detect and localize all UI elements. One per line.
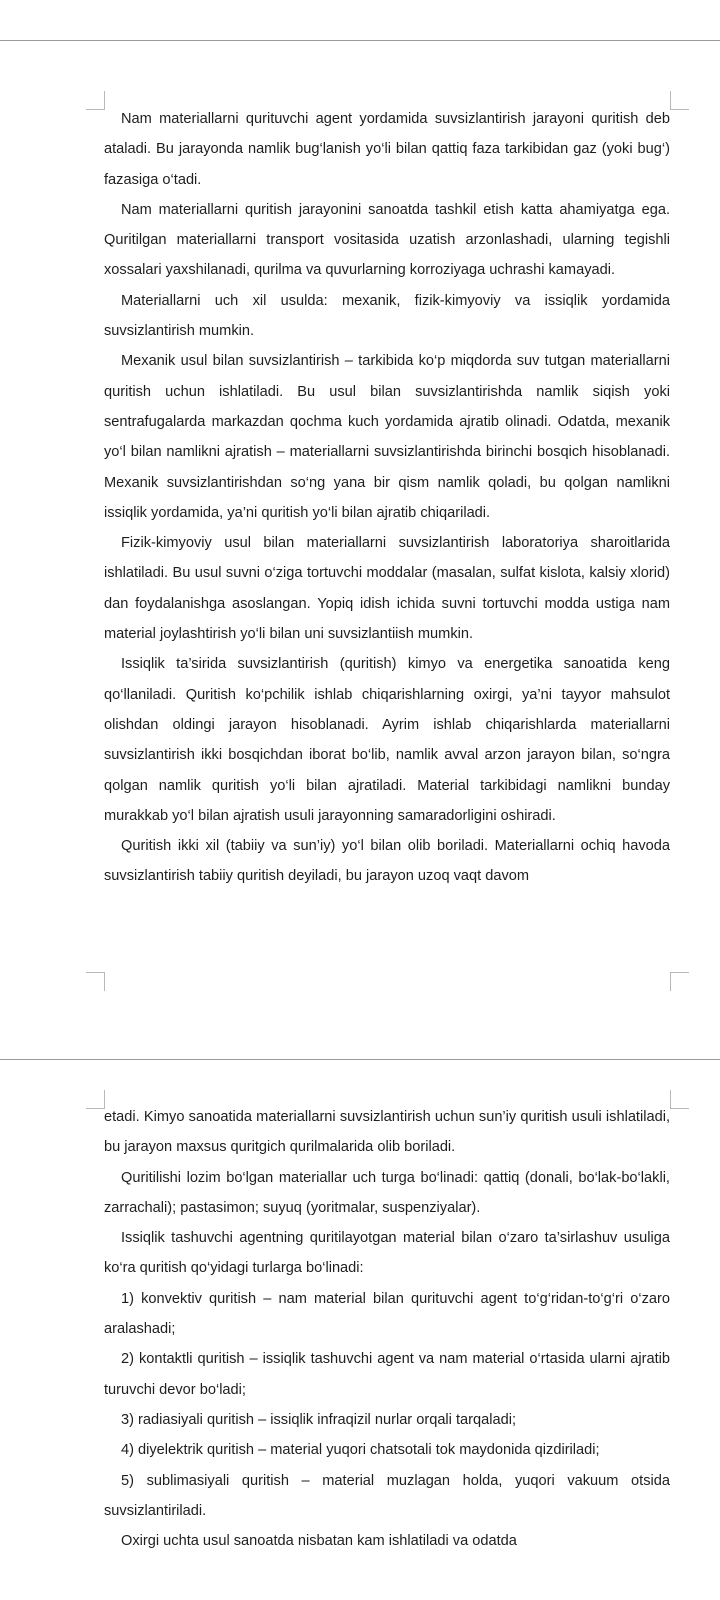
crop-mark-top-right (670, 1090, 689, 1109)
page-2-body (104, 1102, 670, 1556)
list-item: 2) kontaktli quritish – issiqlik tashuvchi agent va nam material o‘rtasida ularni ajratib turuvchi devor bo‘ladi; (104, 1351, 670, 1398)
crop-mark-top-left (86, 91, 105, 110)
paragraph: Materiallarni uch xil usulda: mexanik, fizik-kimyoviy va issiqlik yordamida suvsizlantirish mumkin. (104, 292, 670, 340)
paragraph: Fizik-kimyoviy usul bilan materiallarni suvsizlantirish laboratoriya sharoitlarida ishlatiladi. Bu usul suvni o‘ziga tortuvchi moddalar (masalan, sulfat kislota, kalsiy xlorid) dan foydalanishga asoslangan. Yopiq idish ichida suvni tortuvchi modda ustiga nam material joylashtirish yo‘li bilan uni suvsizlantiish mumkin. (104, 535, 670, 643)
list-item: 5) sublimasiyali quritish – material muzlagan holda, yuqori vakuum otsida suvsizlantiriladi. (104, 1472, 670, 1519)
paragraph: Nam materiallarni quritish jarayonini sanoatda tashkil etish katta ahamiyatga ega. Quritilgan materiallarni transport vositasida uzatish arzonlashadi, ularning tegishli xossalari yaxshilanadi, qurilma va quvurlarning korroziyaga uchrashi kamayadi. (104, 201, 670, 279)
paragraph: Quritilishi lozim bo‘lgan materiallar uch turga bo‘linadi: qattiq (donali, bo‘lak-bo‘lakli, zarrachali); pastasimon; suyuq (yoritmalar, suspenziyalar). (104, 1169, 670, 1216)
crop-mark-top-right (670, 91, 689, 110)
document-page-2 (0, 1060, 720, 1600)
page-1-body (104, 104, 670, 892)
list-item: 3) radiasiyali quritish – issiqlik infraqizil nurlar orqali tarqaladi; (121, 1411, 517, 1428)
paragraph-continued: etadi. Kimyo sanoatida materiallarni suvsizlantirish uchun sun’iy quritish usuli ishlatiladi, bu jarayon maxsus quritgich qurilmalarida olib boriladi. (104, 1109, 670, 1156)
document-page-1 (0, 41, 720, 1059)
crop-mark-top-left (86, 1090, 105, 1109)
paragraph: Quritish ikki xil (tabiiy va sun’iy) yo‘l bilan olib boriladi. Materiallarni ochiq havoda suvsizlantirish tabiiy quritish deyiladi, bu jarayon uzoq vaqt davom (104, 838, 670, 885)
paragraph: Oxirgi uchta usul sanoatda nisbatan kam ishlatiladi va odatda (121, 1533, 517, 1550)
paragraph: Mexanik usul bilan suvsizlantirish – tarkibida ko‘p miqdorda suv tutgan materiallarni quritish uchun ishlatiladi. Bu usul bilan suvsizlantirishda namlik siqish yoki sentrafugalarda markazdan qochma kuch yordamida ajratib olinadi. Odatda, mexanik yo‘l bilan namlikni ajratish – materiallarni suvsizlantirishda birinchi bosqich hisoblanadi. Mexanik suvsizlantirishdan so‘ng yana bir qism namlik qoladi, bu qolgan namlikni issiqlik yordamida, ya’ni quritish yo‘li bilan ajratib chiqariladi. (104, 353, 670, 521)
paragraph: Issiqlik ta’sirida suvsizlantirish (quritish) kimyo va energetika sanoatida keng qo‘llaniladi. Quritish ko‘pchilik ishlab chiqarishlarning oxirgi, ya’ni tayyor mahsulot olishdan oldingi jarayon hisoblanadi. Ayrim ishlab chiqarishlarda materiallarni suvsizlantirish ikki bosqichdan iborat bo‘lib, namlik avval arzon jarayon bilan, so‘ngra qolgan namlik quritish yo‘li bilan ajratiladi. Material tarkibidagi namlikni bunday murakkab yo‘l bilan ajratish usuli jarayonning samaradorligini oshiradi. (104, 656, 670, 824)
crop-mark-bottom-right (670, 972, 689, 991)
crop-mark-bottom-left (86, 972, 105, 991)
list-item: 4) diyelektrik quritish – material yuqori chatsotali tok maydonida qizdiriladi; (121, 1442, 600, 1459)
paragraph: Issiqlik tashuvchi agentning quritilayotgan material bilan o‘zaro ta’sirlashuv usuliga ko‘ra quritish qo‘yidagi turlarga bo‘linadi: (104, 1230, 670, 1277)
list-item: 1) konvektiv quritish – nam material bilan qurituvchi agent to‘g‘ridan-to‘g‘ri o‘zaro aralashadi; (104, 1290, 670, 1338)
paragraph: Nam materiallarni qurituvchi agent yordamida suvsizlantirish jarayoni quritish deb ataladi. Bu jarayonda namlik bug‘lanish yo‘li bilan qattiq faza tarkibidan gaz (yoki bug‘) fazasiga o‘tadi. (104, 111, 670, 188)
